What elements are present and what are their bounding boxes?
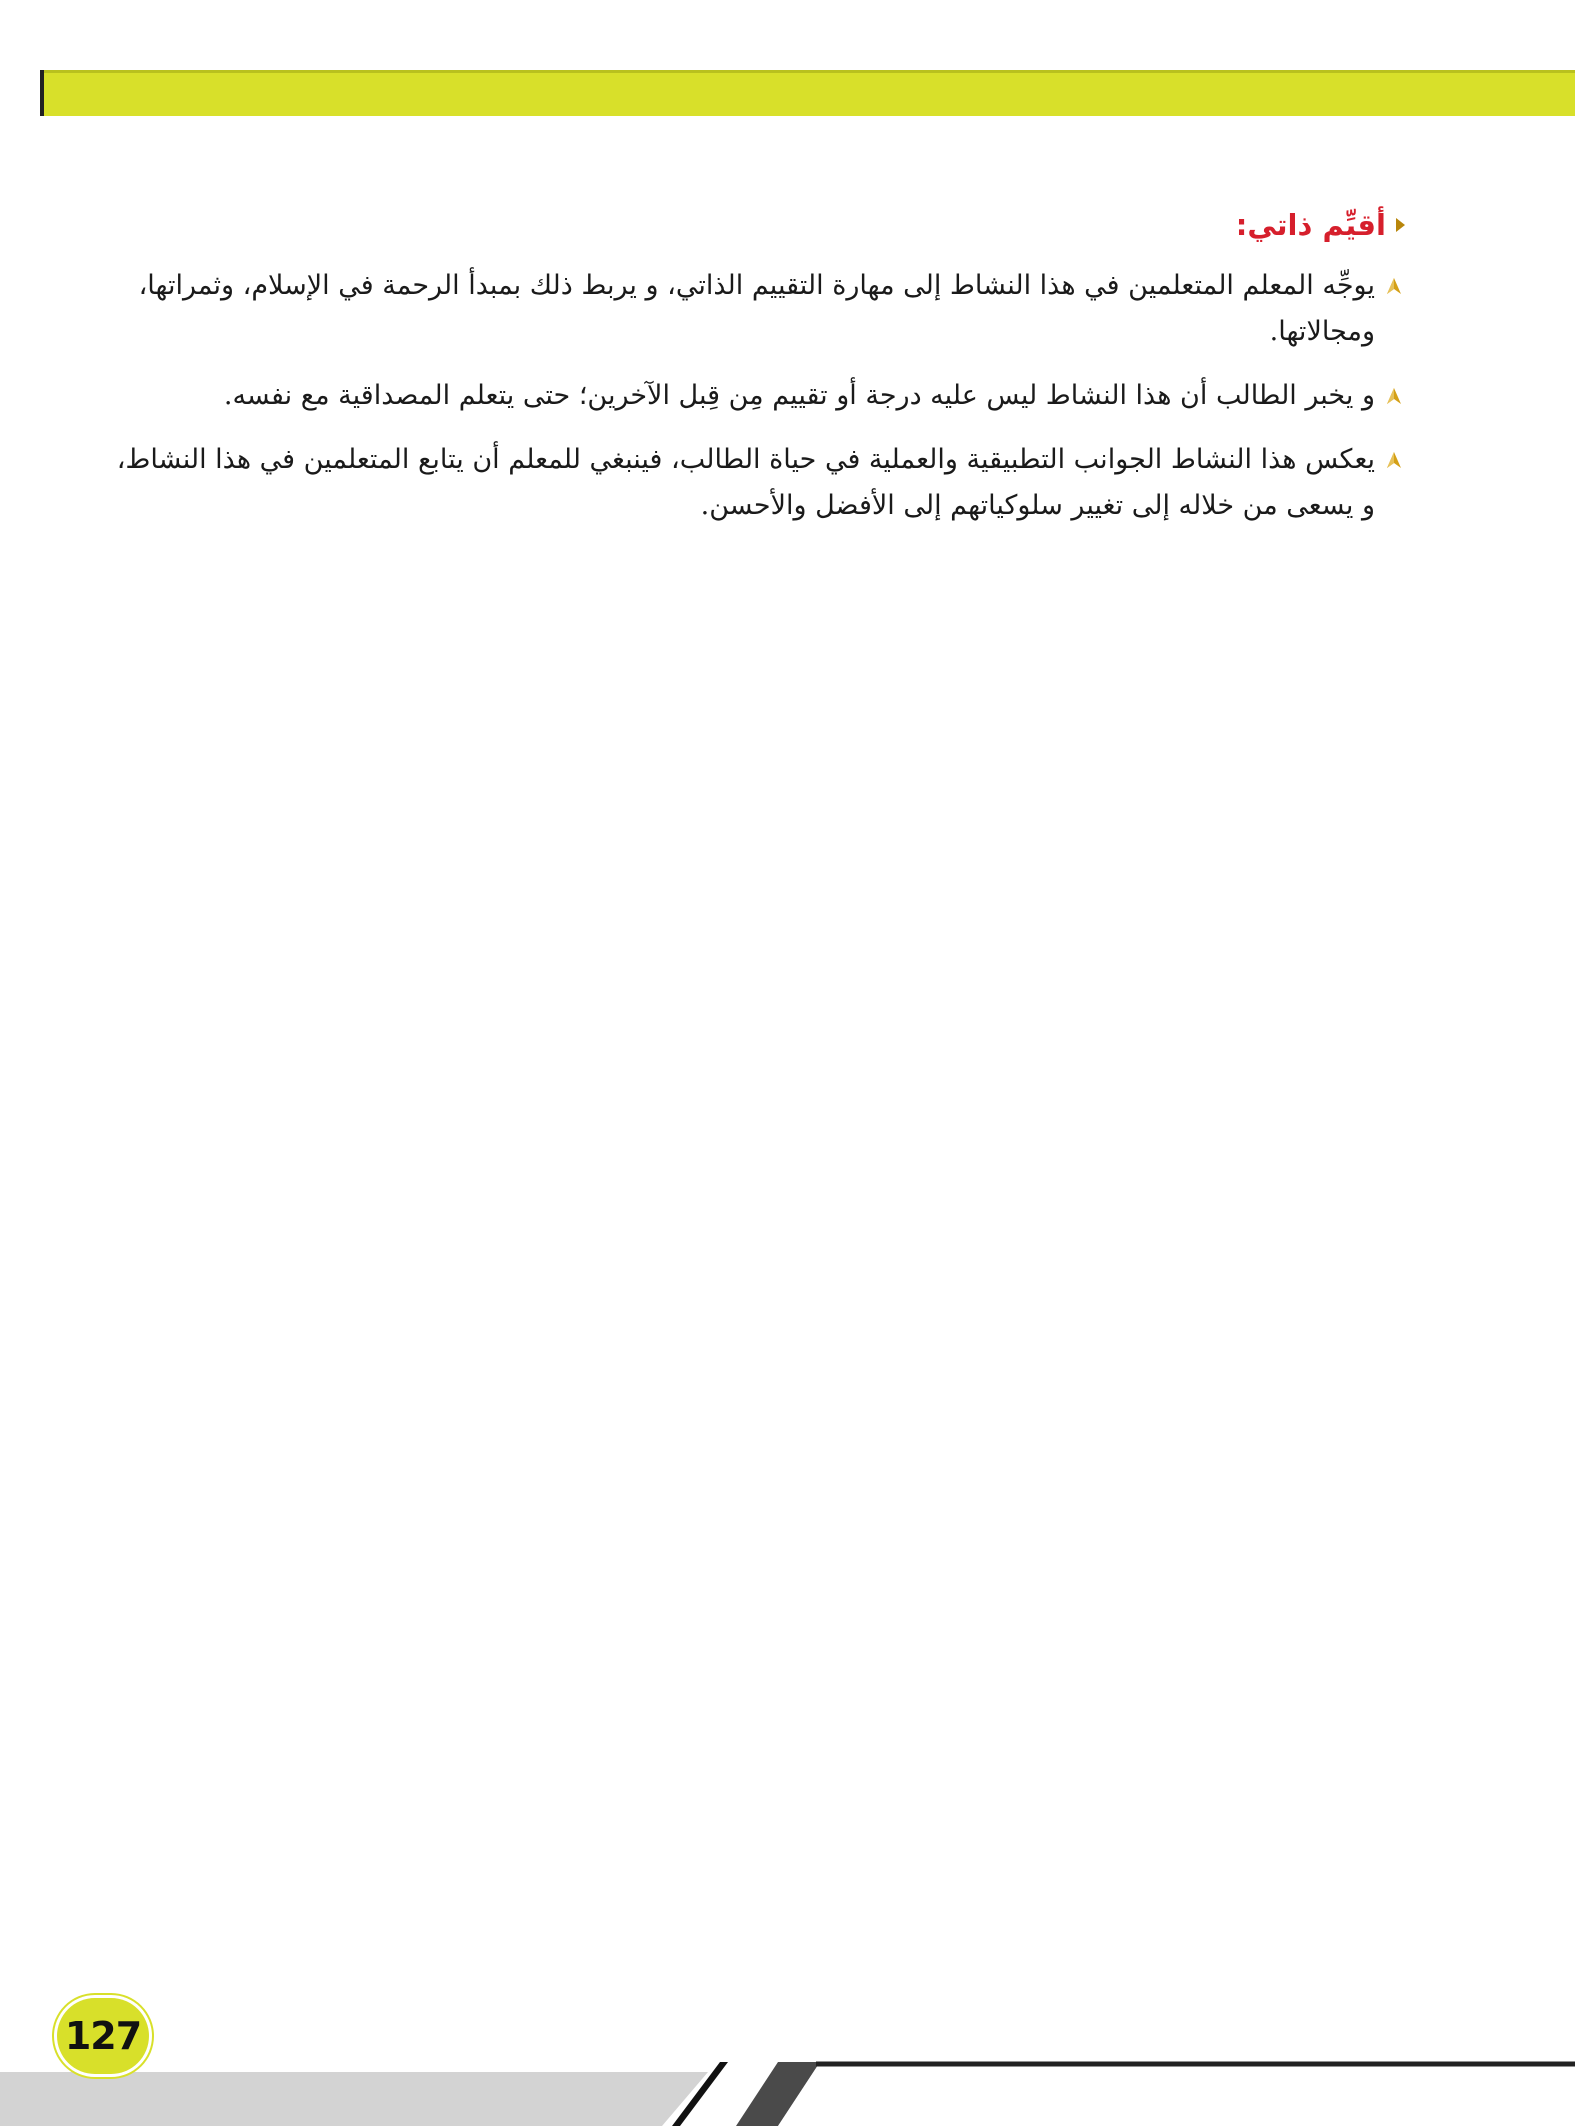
section-heading [110,205,1405,245]
list-item-text: يعكس هذا النشاط الجوانب التطبيقية والعملية في حياة الطالب، فينبغي للمعلم أن يتابع المتعلمين في هذا النشاط، و يسعى من خلاله إلى تغيير سلوكياتهم إلى الأفضل والأحسن. [116,444,1375,521]
triangle-left-icon [1396,218,1405,232]
list-item [110,437,1405,529]
list-item-text: و يخبر الطالب أن هذا النشاط ليس عليه درجة أو تقييم مِن قِبل الآخرين؛ حتى يتعلم المصداقية مع نفسه. [223,380,1375,411]
arrowhead-bullet-icon [1383,449,1405,471]
arrowhead-bullet-icon [1383,275,1405,297]
top-banner-edge [40,70,44,116]
bottom-decorative-bar [0,2046,1575,2126]
list-item [110,373,1405,419]
page-number: 127 [64,2014,142,2058]
list-item [110,263,1405,355]
list-item-text: يوجِّه المعلم المتعلمين في هذا النشاط إلى مهارة التقييم الذاتي، و يربط ذلك بمبدأ الرحمة في الإسلام، وثمراتها، ومجالاتها. [138,270,1375,347]
top-banner-shade [44,70,1575,73]
main-content [110,205,1405,547]
top-banner [40,70,1575,116]
arrowhead-bullet-icon [1383,385,1405,407]
section-heading-text: أقيِّم ذاتي: [1235,208,1386,242]
page-number-badge [57,1998,149,2074]
